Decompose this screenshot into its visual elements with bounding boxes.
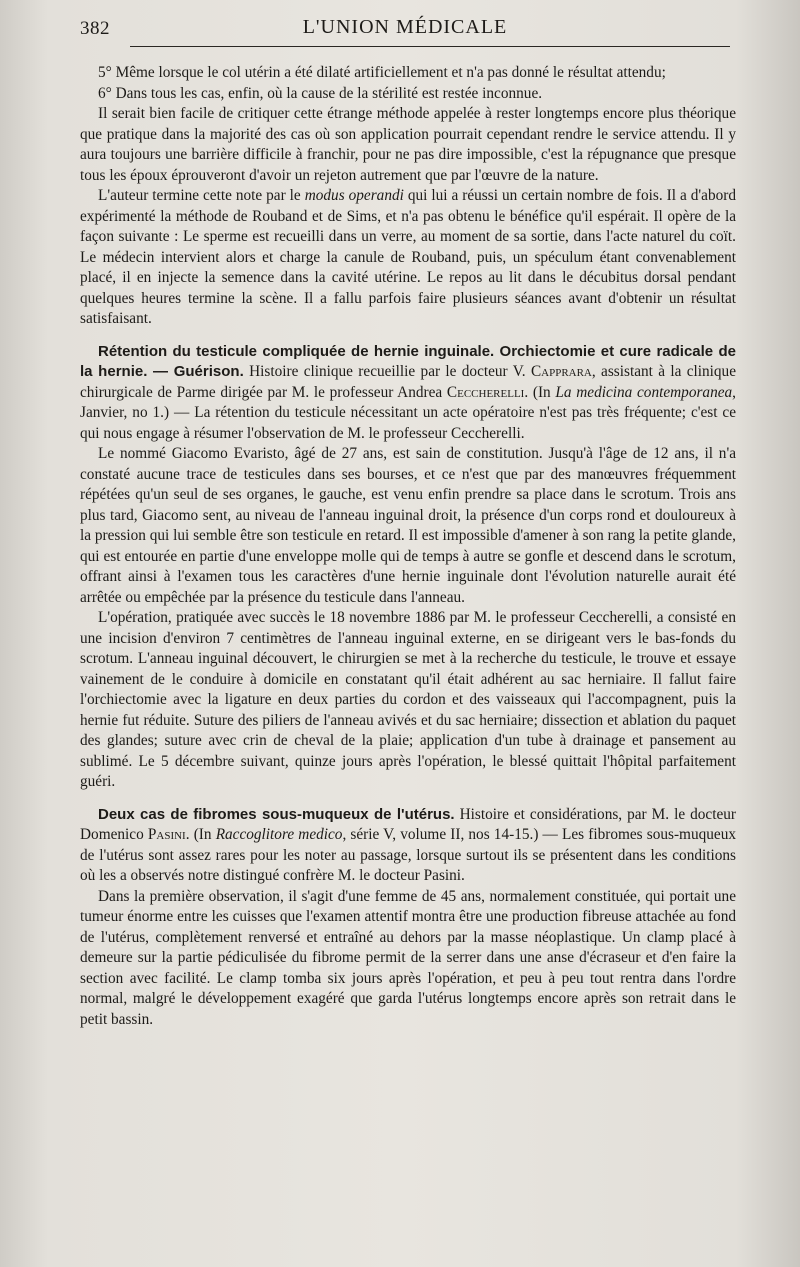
section-paragraph [80,342,736,445]
author-name: Ceccherelli [446,383,525,401]
text-run: , Janvier, no 1.) — La rétention du testicule nécessitant un acte opératoire n'est pas très fréquente; c'est ce qui nous engage à résumer l'observation de M. le professeur Ceccherelli. [80,383,736,442]
header-rule [130,46,730,47]
body-text [80,63,736,1030]
section-paragraph [80,805,736,887]
author-name: Pasini [147,826,186,843]
page-header [80,14,730,44]
journal-title: La medicina contemporanea [555,383,733,401]
paragraph: Il serait bien facile de critiquer cette étrange méthode appelée à rester longtemps encore plus théorique que pratique dans la majorité des cas où son application pourrait cependant rendre le service attendu. Il y aura toujours une barrière difficile à franchir, pour ne pas dire impossible, c'est la répugnance que presque tous les époux éprouveront d'avoir un rejeton autrement que par l'œuvre de la nature. [80,105,736,184]
section-title: Rétention du testicule compliquée de hernie inguinale. Orchiectomie et cure radicale de la hernie. — Guérison. [80,342,736,380]
running-title: L'UNION MÉDICALE [302,16,508,38]
paragraph: Dans la première observation, il s'agit d'une femme de 45 ans, normalement constituée, qui portait une tumeur énorme entre les cuisses que l'examen attentif montra être une production fibreuse attachée au fond de l'utérus, complètement renversé et entraîné au dehors par la masse néoplastique. Un clamp placé à demeure sur la partie pédiculisée du fibrome permit de la serrer dans une anse d'écraseur et d'en faire la section avec facilité. Le clamp tomba six jours après l'opération, et peu à peu tout rentra dans l'ordre normal, malgré le développement exagéré que garda l'utérus longtemps encore après son retrait dans le petit bassin. [80,887,736,1028]
text-run: qui lui a réussi un certain nombre de fois. Il a d'abord expérimenté la méthode de Rouband et de Sims, et n'a pas obtenu le bénéfice qu'il espérait. Il opère de la façon suivante : Le sperme est recueilli dans un verre, au moment de sa sortie, dans l'acte naturel du coït. Le médecin intervient alors et charge la canule de Rouband, puis, un spéculum étant convenablement placé, il en injecte la semence dans la cavité utérine. Le repos au lit dans le décubitus dorsal pendant quelques heures termine la scène. Il a fallu parfois faire plusieurs séances avant d'obtenir un résultat satisfaisant. [80,187,737,327]
paragraph: Le nommé Giacomo Evaristo, âgé de 27 ans, est sain de constitution. Jusqu'à l'âge de 12 ans, il n'a constaté aucune trace de testicules dans ses bourses, et ce n'est que par des manœuvres fréquemment répétées qu'un seul de ses organes, le gauche, est venu enfin prendre sa place dans le scrotum. Trois ans plus tard, Giacomo sent, au niveau de l'anneau inguinal droit, la présence d'un corps rond et douloureux à la pression qui lui semble être son testicule en retard. Il est impossible d'amener à son rang la petite glande, qui est entourée en partie d'une enveloppe molle qui de temps à autre se gonfle et descend dans le scrotum, offrant ainsi à l'examen tous les caractères d'une hernie inguinale dont l'évolution naturelle aurait été arrêtée ou empêchée par la présence du testicule dans l'anneau. [80,445,736,606]
text-run: , assistant à la clinique chirurgicale de Parme dirigée par M. le professeur Andrea [80,363,736,401]
text-run: , série V, volume II, nos 14-15.) — Les fibromes sous-muqueux de l'utérus sont assez rares pour les noter au passage, lorsque surtout ils se présentent dans les conditions où les a observés notre distingué confrère M. le docteur Pasini. [80,826,736,884]
text-run: . (In [524,383,556,401]
paragraph: 5° Même lorsque le col utérin a été dilaté artificiellement et n'a pas donné le résultat attendu; [98,64,666,81]
text-run: Histoire et considérations, par M. le docteur Domenico [80,805,737,843]
section-title: Deux cas de fibromes sous-muqueux de l'utérus. [98,805,455,823]
page-number: 382 [80,18,110,39]
journal-title: Raccoglitore medico [215,826,343,843]
text-run: L'auteur termine cette note par le [98,187,305,204]
paragraph [80,186,736,330]
text-run: Histoire clinique recueillie par le docteur V. [243,363,531,380]
paragraph: L'opération, pratiquée avec succès le 18 novembre 1886 par M. le professeur Ceccherelli, a consisté en une incision d'environ 7 centimètres de l'anneau inguinal externe, en se dirigeant vers le bas-fonds du scrotum. L'anneau inguinal découvert, le chirurgien se met à la recherche du testicule, le trouve et essaye vainement de le conduire à domicile en constatant qu'il était adhérent au sac herniaire. Il fallut faire l'orchiectomie avec la ligature en deux parties du cordon et des vaisseaux qui l'accompagnent, puis la hernie fut réduite. Suture des piliers de l'anneau avivés et du sac herniaire; dissection et ablation du paquet des glandes; suture avec crin de cheval de la plaie; application d'un tube à drainage et pansement au sublimé. Le 5 décembre suivant, quinze jours après l'opération, le blessé quittait l'hôpital parfaitement guéri. [80,609,736,790]
italic-term: modus operandi [304,187,404,204]
paragraph: 6° Dans tous les cas, enfin, où la cause de la stérilité est restée inconnue. [98,84,543,102]
text-run: . (In [185,826,216,843]
author-name: Capprara [530,363,592,380]
